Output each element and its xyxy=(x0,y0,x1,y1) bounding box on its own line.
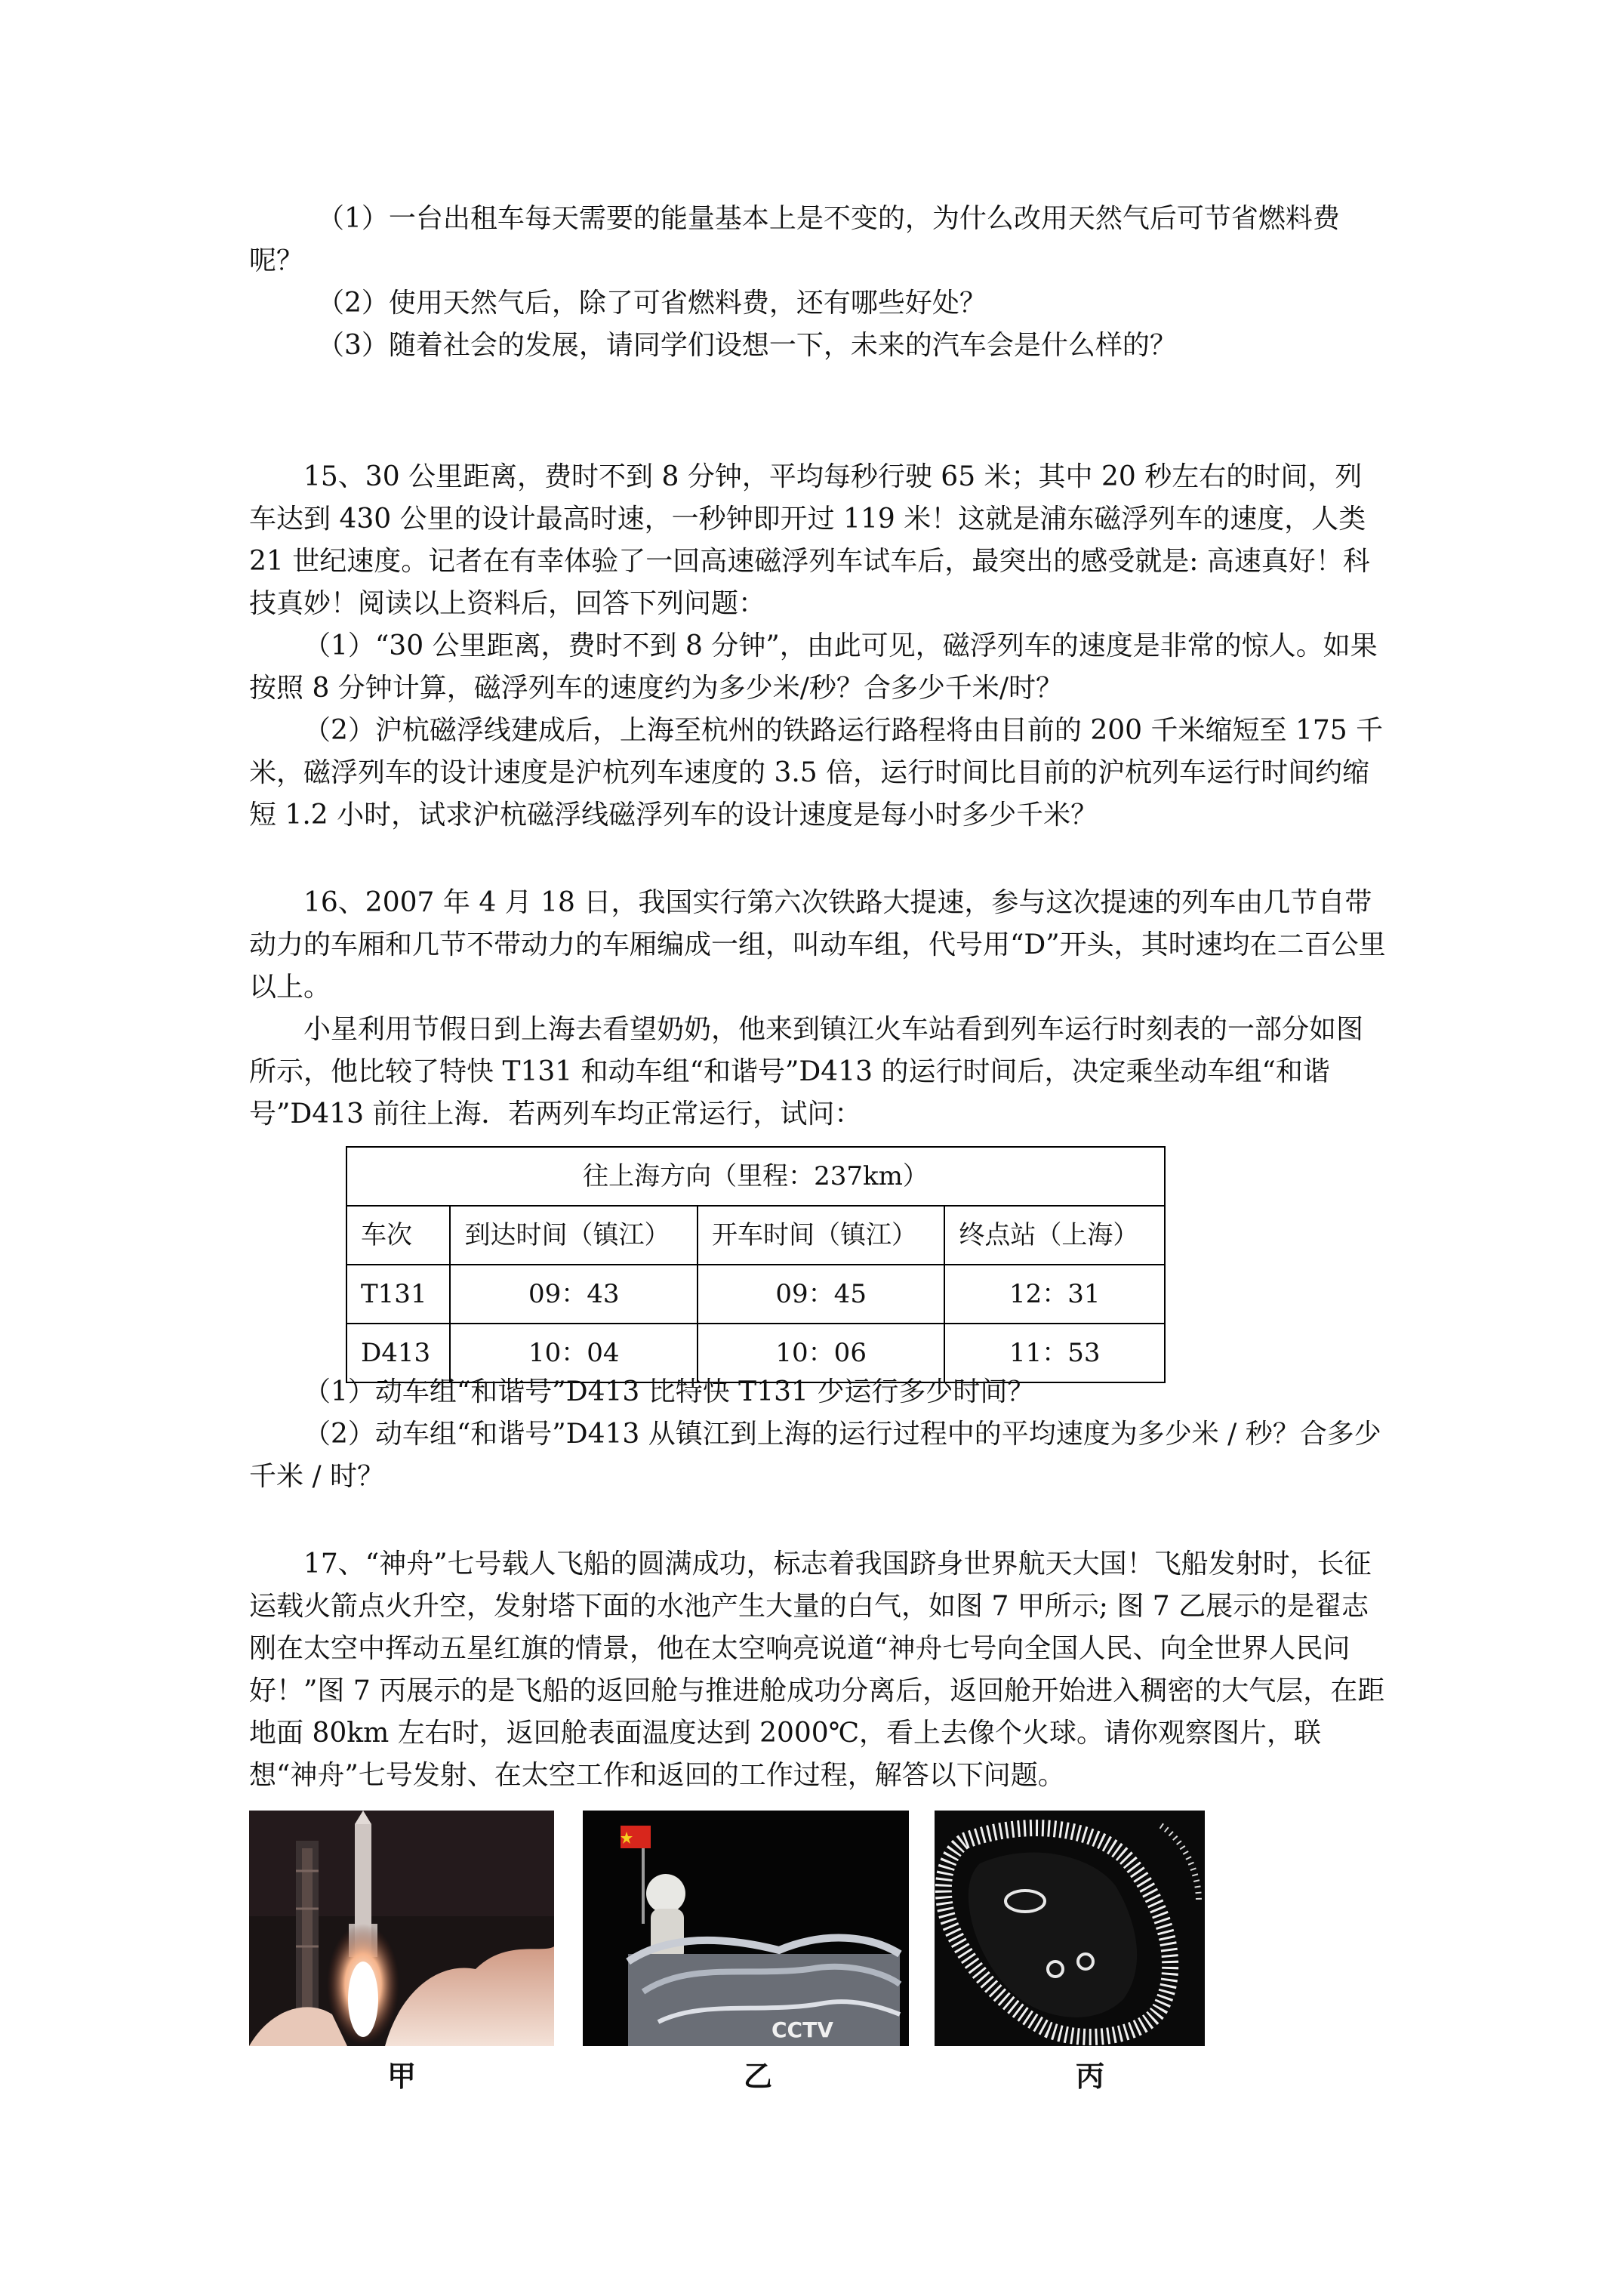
caption-yi: 乙 xyxy=(743,2059,772,2093)
col-header-train: 车次 xyxy=(346,1206,450,1265)
cell-terminal: 11：53 xyxy=(944,1324,1165,1382)
cctv-watermark: CCTV xyxy=(771,2017,833,2042)
col-header-arrive: 到达时间（镇江） xyxy=(450,1206,697,1265)
q16-sub1: （1）动车组“和谐号”D413 比特快 T131 少运行多少时间？ xyxy=(303,1376,1035,1407)
q15-sub2: （2）沪杭磁浮线建成后，上海至杭州的铁路运行路程将由目前的 200 千米缩短至 175 千米，磁浮列车的设计速度是沪杭列车速度的 3.5 倍，运行时间比目前的沪杭列车运行时间约缩短 1.2 小时，试求沪杭磁浮线磁浮列车的设计速度是每小时多少千米？ xyxy=(249,715,1384,831)
q16-block xyxy=(249,882,1389,1136)
q15-block xyxy=(249,456,1389,837)
table-title: 往上海方向（里程：237km） xyxy=(346,1147,1165,1206)
q14-subquestions xyxy=(249,198,1389,367)
q14-sub2: （2）使用天然气后，除了可省燃料费，还有哪些好处？ xyxy=(317,288,987,319)
cell-depart: 10：06 xyxy=(698,1324,944,1382)
caption-jia: 甲 xyxy=(387,2059,416,2093)
cell-arrive: 10：04 xyxy=(450,1324,697,1382)
q16-scenario: 小星利用节假日到上海去看望奶奶，他来到镇江火车站看到列车运行时刻表的一部分如图所示，他比较了特快 T131 和动车组“和谐号”D413 的运行时间后，决定乘坐动车组“和谐号”D413 前往上海．若两列车均正常运行，试问： xyxy=(249,1014,1364,1130)
rocket-launch-photo xyxy=(249,1811,554,2046)
q16-sub2: （2）动车组“和谐号”D413 从镇江到上海的运行过程中的平均速度为多少米 / 秒？合多少千米 / 时？ xyxy=(249,1419,1381,1492)
q14-sub1: （1）一台出租车每天需要的能量基本上是不变的，为什么改用天然气后可节省燃料费呢？ xyxy=(249,203,1340,276)
q17-intro: 17、“神舟”七号载人飞船的圆满成功，标志着我国跻身世界航天大国！飞船发射时，长征运载火箭点火升空，发射塔下面的水池产生大量的白气，如图 7 甲所示; 图 7 乙展示的是翟志刚在太空中挥动五星红旗的情景，他在太空响亮说道“神舟七号向全国人民、向全世界人民问好！”图 7 丙展示的是飞船的返回舱与推进舱成功分离后，返回舱开始进入稠密的大气层，在距地面 80km 左右时，返回舱表面温度达到 2000℃，看上去像个火球。请你观察图片，联想“神舟”七号发射、在太空工作和返回的工作过程，解答以下问题。 xyxy=(249,1549,1385,1791)
q15-intro: 15、30 公里距离，费时不到 8 分钟，平均每秒行驶 65 米；其中 20 秒左右的时间，列车达到 430 公里的设计最高时速，一秒钟即开过 119 米！这就是浦东磁浮列车的速度，人类 21 世纪速度。记者在有幸体验了一回高速磁浮列车试车后，最突出的感受就是: 高速真好！科技真妙！阅读以上资料后，回答下列问题： xyxy=(249,461,1370,619)
cell-terminal: 12：31 xyxy=(944,1265,1165,1324)
q16-questions xyxy=(249,1371,1389,1498)
q17-block xyxy=(249,1543,1389,1797)
col-header-depart: 开车时间（镇江） xyxy=(698,1206,944,1265)
cell-train: D413 xyxy=(346,1324,450,1382)
cell-arrive: 09：43 xyxy=(450,1265,697,1324)
caption-bing: 丙 xyxy=(1075,2059,1104,2093)
table-header-row xyxy=(346,1206,1165,1265)
cell-depart: 09：45 xyxy=(698,1265,944,1324)
table-row xyxy=(346,1265,1165,1324)
table-title-row xyxy=(346,1147,1165,1206)
q14-sub3: （3）随着社会的发展，请同学们设想一下，未来的汽车会是什么样的？ xyxy=(317,330,1177,361)
q16-intro: 16、2007 年 4 月 18 日，我国实行第六次铁路大提速，参与这次提速的列车由几节自带动力的车厢和几节不带动力的车厢编成一组，叫动车组，代号用“D”开头，其时速均在二百公里以上。 xyxy=(249,887,1386,1003)
train-schedule-table xyxy=(346,1146,1166,1383)
col-header-terminal: 终点站（上海） xyxy=(944,1206,1165,1265)
spacewalk-photo xyxy=(583,1811,909,2046)
cell-train: T131 xyxy=(346,1265,450,1324)
reentry-capsule-photo xyxy=(935,1811,1205,2046)
q15-sub1: （1）“30 公里距离，费时不到 8 分钟”，由此可见，磁浮列车的速度是非常的惊人。如果按照 8 分钟计算，磁浮列车的速度约为多少米/秒？合多少千米/时？ xyxy=(249,630,1378,704)
